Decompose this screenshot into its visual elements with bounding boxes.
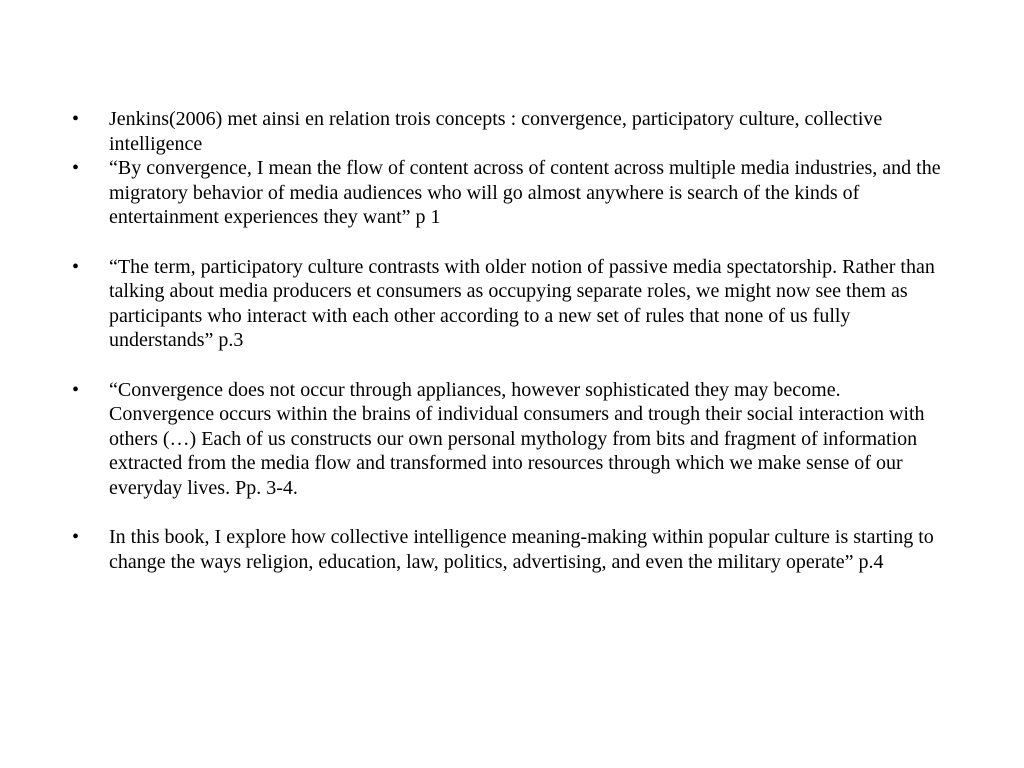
bullet-text: “Convergence does not occur through appliances, however sophisticated they may become. Convergence occurs within the brains of individual consumers and trough their social interaction with others (…) Each of us constructs our own personal mythology from bits and fragment of information extracted from the media flow and transformed into resources through which we make sense of our everyday lives. Pp. 3-4.	[109, 378, 925, 499]
bullet-text: “By convergence, I mean the flow of content across of content across multiple media industries, and the migratory behavior of media audiences who will go almost anywhere is search of the kinds of entertainment experiences they want” p 1	[109, 157, 941, 228]
bullet-icon: •	[72, 255, 80, 278]
bullet-icon: •	[72, 526, 80, 548]
bullet-icon: •	[72, 108, 80, 130]
bullet-item	[72, 525, 948, 574]
bullet-list	[72, 107, 948, 574]
bullet-icon: •	[72, 378, 80, 401]
bullet-icon: •	[72, 157, 80, 179]
bullet-item	[72, 107, 948, 156]
bullet-text: In this book, I explore how collective intelligence meaning-making within popular culture is starting to change the ways religion, education, law, politics, advertising, and even the military operate” p.4	[109, 526, 934, 573]
bullet-item	[72, 255, 948, 353]
bullet-text: Jenkins(2006) met ainsi en relation trois concepts : convergence, participatory culture, collective intelligence	[109, 108, 883, 155]
bullet-text: “The term, participatory culture contrasts with older notion of passive media spectatorship. Rather than talking about media producers et consumers as occupying separate roles, we might now see them as participants who interact with each other according to a new set of rules that none of us fully understands” p.3	[109, 255, 935, 351]
bullet-item	[72, 378, 948, 501]
bullet-item	[72, 156, 948, 230]
